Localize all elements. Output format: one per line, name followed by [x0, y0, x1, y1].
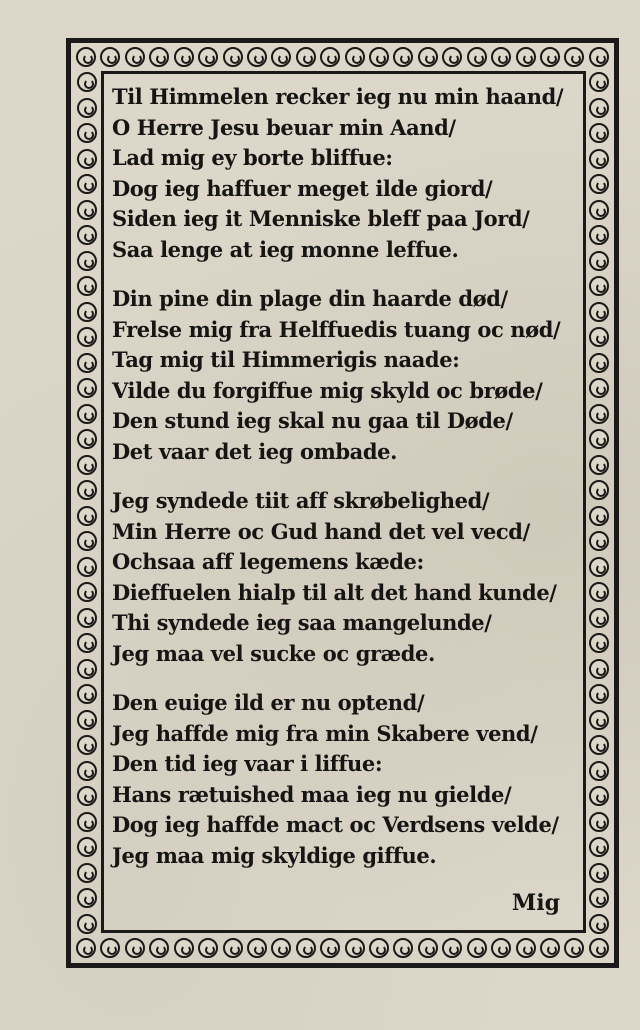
scroll-ornament-icon	[149, 47, 169, 67]
verse-line: Jeg maa mig skyldige giffue.	[112, 842, 437, 868]
scroll-ornament-icon	[77, 735, 97, 755]
scroll-ornament-icon	[589, 276, 609, 296]
verse-line: Jeg maa vel sucke oc græde.	[112, 640, 435, 666]
verse-line: Den tid ieg vaar i liffue:	[112, 751, 383, 776]
scroll-ornament-icon	[77, 863, 97, 883]
scroll-ornament-icon	[247, 47, 267, 67]
verse-line: Lad mig ey borte bliffue:	[112, 145, 393, 170]
scroll-ornament-icon	[198, 47, 218, 67]
scroll-ornament-icon	[442, 47, 462, 67]
scroll-ornament-icon	[589, 582, 609, 602]
verse-line: Thi syndede ieg saa mangelunde/	[112, 610, 492, 635]
scroll-ornament-icon	[589, 786, 609, 806]
verse-line: Ochsaa aff legemens kæde:	[112, 549, 424, 574]
ornament-band-top	[76, 46, 609, 68]
scroll-ornament-icon	[393, 47, 413, 67]
scroll-ornament-icon	[540, 938, 560, 958]
scroll-ornament-icon	[198, 938, 218, 958]
scroll-ornament-icon	[589, 863, 609, 883]
scroll-ornament-icon	[516, 938, 536, 958]
scroll-ornament-icon	[589, 404, 609, 424]
verse-line: Siden ieg it Menniske bleff paa Jord/	[112, 206, 530, 231]
scroll-ornament-icon	[77, 378, 97, 398]
stanza-1	[112, 82, 572, 265]
scroll-ornament-icon	[320, 938, 340, 958]
scroll-ornament-icon	[589, 735, 609, 755]
scroll-ornament-icon	[491, 938, 511, 958]
scroll-ornament-icon	[589, 353, 609, 373]
scroll-ornament-icon	[589, 251, 609, 271]
scroll-ornament-icon	[100, 938, 120, 958]
scroll-ornament-icon	[589, 327, 609, 347]
verse-line: Dieffuelen hialp til alt det hand kunde/	[112, 579, 557, 605]
scroll-ornament-icon	[418, 938, 438, 958]
catchword: Mig	[511, 890, 560, 916]
scroll-ornament-icon	[77, 582, 97, 602]
scroll-ornament-icon	[77, 404, 97, 424]
scroll-ornament-icon	[491, 47, 511, 67]
scroll-ornament-icon	[149, 938, 169, 958]
scroll-ornament-icon	[77, 98, 97, 118]
scroll-ornament-icon	[77, 608, 97, 628]
scroll-ornament-icon	[77, 429, 97, 449]
scroll-ornament-icon	[589, 47, 609, 67]
scroll-ornament-icon	[589, 200, 609, 220]
stanza-4	[112, 688, 572, 871]
scroll-ornament-icon	[589, 914, 609, 934]
scroll-ornament-icon	[247, 938, 267, 958]
scroll-ornament-icon	[589, 378, 609, 398]
scroll-ornament-icon	[223, 47, 243, 67]
scroll-ornament-icon	[418, 47, 438, 67]
ornament-band-bottom	[76, 937, 609, 959]
scroll-ornament-icon	[77, 761, 97, 781]
scroll-ornament-icon	[77, 200, 97, 220]
poem-text	[112, 82, 572, 890]
scroll-ornament-icon	[125, 938, 145, 958]
scroll-ornament-icon	[77, 225, 97, 245]
scroll-ornament-icon	[77, 72, 97, 92]
scroll-ornament-icon	[77, 659, 97, 679]
scroll-ornament-icon	[77, 149, 97, 169]
scroll-ornament-icon	[77, 327, 97, 347]
scroll-ornament-icon	[77, 837, 97, 857]
scroll-ornament-icon	[589, 531, 609, 551]
scroll-ornament-icon	[296, 47, 316, 67]
scroll-ornament-icon	[223, 938, 243, 958]
scroll-ornament-icon	[467, 938, 487, 958]
scroll-ornament-icon	[77, 531, 97, 551]
scroll-ornament-icon	[174, 938, 194, 958]
scroll-ornament-icon	[77, 557, 97, 577]
scroll-ornament-icon	[271, 47, 291, 67]
verse-line: Frelse mig fra Helffuedis tuang oc nød/	[112, 316, 561, 342]
scroll-ornament-icon	[369, 938, 389, 958]
scroll-ornament-icon	[589, 302, 609, 322]
scroll-ornament-icon	[77, 888, 97, 908]
scroll-ornament-icon	[77, 786, 97, 806]
verse-line: Jeg haffde mig fra min Skabere vend/	[112, 720, 538, 746]
scroll-ornament-icon	[564, 47, 584, 67]
ornament-band-right	[588, 72, 610, 934]
scroll-ornament-icon	[77, 251, 97, 271]
verse-line: Saa lenge at ieg monne leffue.	[112, 236, 459, 262]
scroll-ornament-icon	[77, 506, 97, 526]
scroll-ornament-icon	[174, 47, 194, 67]
scroll-ornament-icon	[589, 98, 609, 118]
scroll-ornament-icon	[271, 938, 291, 958]
scroll-ornament-icon	[77, 684, 97, 704]
scroll-ornament-icon	[77, 812, 97, 832]
scroll-ornament-icon	[77, 914, 97, 934]
scroll-ornament-icon	[589, 174, 609, 194]
verse-line: Tag mig til Himmerigis naade:	[112, 347, 460, 372]
scroll-ornament-icon	[589, 888, 609, 908]
scroll-ornament-icon	[589, 938, 609, 958]
verse-line: Jeg syndede tiit aff skrøbelighed/	[112, 488, 490, 513]
scroll-ornament-icon	[76, 47, 96, 67]
scroll-ornament-icon	[467, 47, 487, 67]
verse-line: Til Himmelen recker ieg nu min haand/	[112, 84, 564, 109]
scroll-ornament-icon	[589, 608, 609, 628]
scroll-ornament-icon	[589, 225, 609, 245]
verse-line: Den euige ild er nu optend/	[112, 690, 425, 715]
scroll-ornament-icon	[77, 455, 97, 475]
scroll-ornament-icon	[589, 429, 609, 449]
scroll-ornament-icon	[345, 47, 365, 67]
scroll-ornament-icon	[589, 710, 609, 730]
scroll-ornament-icon	[77, 353, 97, 373]
scroll-ornament-icon	[589, 149, 609, 169]
scroll-ornament-icon	[320, 47, 340, 67]
scroll-ornament-icon	[100, 47, 120, 67]
verse-line: Hans rætuished maa ieg nu gielde/	[112, 781, 512, 807]
scroll-ornament-icon	[393, 938, 413, 958]
scroll-ornament-icon	[589, 123, 609, 143]
scroll-ornament-icon	[345, 938, 365, 958]
verse-line: Dog ieg haffuer meget ilde giord/	[112, 175, 493, 201]
scroll-ornament-icon	[589, 684, 609, 704]
verse-line: Den stund ieg skal nu gaa til Døde/	[112, 408, 513, 433]
scroll-ornament-icon	[589, 837, 609, 857]
verse-line: Vilde du forgiffue mig skyld oc brøde/	[112, 377, 543, 403]
scroll-ornament-icon	[77, 276, 97, 296]
scroll-ornament-icon	[76, 938, 96, 958]
scroll-ornament-icon	[589, 659, 609, 679]
verse-line: Min Herre oc Gud hand det vel vecd/	[112, 518, 530, 544]
verse-line: Dog ieg haffde mact oc Verdsens velde/	[112, 812, 559, 837]
stanza-3	[112, 486, 572, 669]
scroll-ornament-icon	[540, 47, 560, 67]
scroll-ornament-icon	[77, 123, 97, 143]
scroll-ornament-icon	[589, 480, 609, 500]
scroll-ornament-icon	[442, 938, 462, 958]
scroll-ornament-icon	[125, 47, 145, 67]
verse-line: Det vaar det ieg ombade.	[112, 438, 398, 464]
scroll-ornament-icon	[564, 938, 584, 958]
scroll-ornament-icon	[589, 455, 609, 475]
scroll-ornament-icon	[77, 633, 97, 653]
stanza-2	[112, 284, 572, 467]
verse-line: O Herre Jesu beuar min Aand/	[112, 114, 456, 140]
scroll-ornament-icon	[77, 174, 97, 194]
scroll-ornament-icon	[589, 633, 609, 653]
scroll-ornament-icon	[589, 557, 609, 577]
verse-line: Din pine din plage din haarde død/	[112, 286, 508, 311]
scroll-ornament-icon	[516, 47, 536, 67]
scroll-ornament-icon	[589, 72, 609, 92]
ornament-band-left	[76, 72, 98, 934]
scroll-ornament-icon	[77, 302, 97, 322]
scroll-ornament-icon	[589, 506, 609, 526]
scroll-ornament-icon	[77, 710, 97, 730]
scroll-ornament-icon	[296, 938, 316, 958]
scroll-ornament-icon	[369, 47, 389, 67]
scroll-ornament-icon	[589, 812, 609, 832]
scroll-ornament-icon	[77, 480, 97, 500]
scroll-ornament-icon	[589, 761, 609, 781]
